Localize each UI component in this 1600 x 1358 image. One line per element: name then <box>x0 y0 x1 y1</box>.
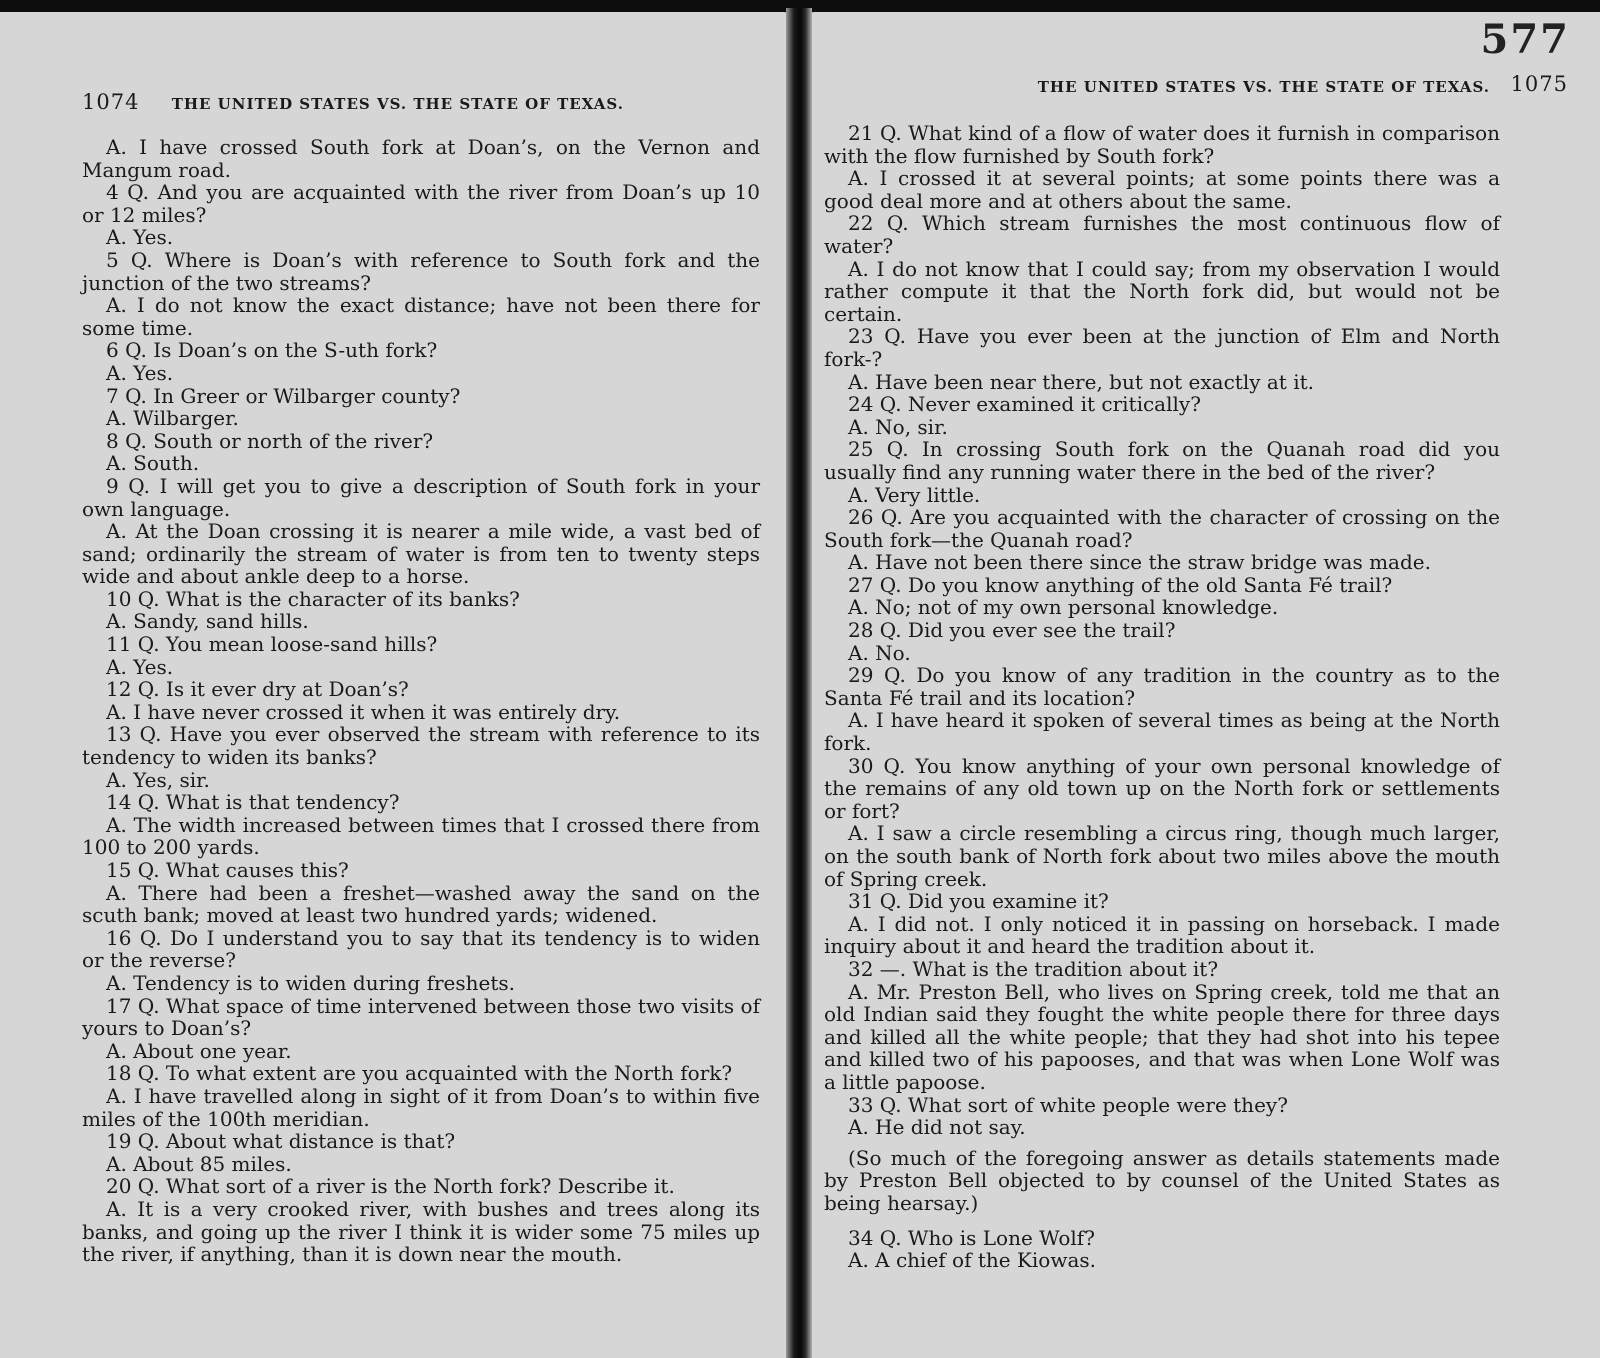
testimony-paragraph: 33 Q. What sort of white people were they? <box>848 1092 1288 1117</box>
stamp-number: 577 <box>1480 16 1570 63</box>
testimony-paragraph: 26 Q. Are you acquainted with the character of crossing on the South fork—the Quanah road? <box>824 505 1500 552</box>
testimony-paragraph: 22 Q. Which stream furnishes the most continuous flow of water? <box>824 211 1500 258</box>
left-page <box>0 12 790 1358</box>
testimony-paragraph: 12 Q. Is it ever dry at Doan’s? <box>106 677 409 702</box>
testimony-paragraph: A. Yes. <box>106 225 174 250</box>
right-page-header <box>908 72 1568 96</box>
testimony-paragraph: 29 Q. Do you know of any tradition in the country as to the Santa Fé trail and its location? <box>824 663 1500 710</box>
testimony-paragraph: A. Have not been there since the straw bridge was made. <box>848 550 1431 575</box>
testimony-paragraph: A. At the Doan crossing it is nearer a mile wide, a vast bed of sand; ordinarily the stream of water is from ten to twenty steps wide and about ankle deep to a horse. <box>82 519 760 589</box>
testimony-paragraph: 10 Q. What is the character of its banks? <box>106 586 520 611</box>
testimony-paragraph: 6 Q. Is Doan’s on the S-uth fork? <box>106 338 438 363</box>
testimony-paragraph: 32 —. What is the tradition about it? <box>848 956 1219 981</box>
testimony-paragraph: A. Sandy, sand hills. <box>106 609 309 634</box>
testimony-paragraph: 21 Q. What kind of a flow of water does it furnish in comparison with the flow furnished by South fork? <box>824 121 1500 168</box>
testimony-paragraph: 23 Q. Have you ever been at the junction of Elm and North fork-? <box>824 324 1500 371</box>
testimony-paragraph: A. I do not know that I could say; from my observation I would rather compute it that the North fork did, but would not be certain. <box>824 256 1500 326</box>
testimony-paragraph: A. South. <box>106 451 200 476</box>
hearsay-note: (So much of the foregoing answer as details statements made by Preston Bell objected to by counsel of the United States as being hearsay.) <box>824 1145 1500 1215</box>
testimony-paragraph: A. Wilbarger. <box>106 406 239 431</box>
testimony-paragraph: A. Very little. <box>848 482 981 507</box>
testimony-paragraph: 20 Q. What sort of a river is the North fork? Describe it. <box>106 1174 675 1199</box>
testimony-paragraph: A. I do not know the exact distance; have not been there for some time. <box>82 293 760 340</box>
testimony-paragraph: 34 Q. Who is Lone Wolf? <box>848 1225 1095 1250</box>
testimony-paragraph: 4 Q. And you are acquainted with the river from Doan’s up 10 or 12 miles? <box>82 180 760 227</box>
testimony-paragraph: 8 Q. South or north of the river? <box>106 428 434 453</box>
testimony-paragraph: A. He did not say. <box>848 1115 1026 1140</box>
testimony-paragraph: A. The width increased between times that I crossed there from 100 to 200 yards. <box>82 812 760 860</box>
testimony-paragraph: A. Yes. <box>106 654 174 679</box>
testimony-paragraph: A. No; not of my own personal knowledge. <box>848 595 1279 620</box>
testimony-paragraph: A. Yes, sir. <box>106 767 210 792</box>
testimony-paragraph: A. No, sir. <box>848 414 948 439</box>
testimony-paragraph: A. About 85 miles. <box>106 1151 292 1176</box>
left-page-body <box>82 136 760 1266</box>
left-running-head: THE UNITED STATES VS. THE STATE OF TEXAS. <box>171 95 624 113</box>
right-running-head: THE UNITED STATES VS. THE STATE OF TEXAS. <box>1037 78 1490 96</box>
testimony-paragraph: 9 Q. I will get you to give a description of South fork in your own language. <box>82 473 760 521</box>
testimony-paragraph: 24 Q. Never examined it critically? <box>848 392 1201 417</box>
right-closing-paragraphs <box>824 1227 1500 1272</box>
testimony-paragraph: 17 Q. What space of time intervened between those two visits of yours to Doan’s? <box>82 993 760 1041</box>
right-page-body <box>824 122 1500 1272</box>
testimony-paragraph: 11 Q. You mean loose-sand hills? <box>106 632 438 657</box>
testimony-paragraph: 19 Q. About what distance is that? <box>106 1129 456 1154</box>
testimony-paragraph: A. I have heard it spoken of several times as being at the North fork. <box>824 708 1500 756</box>
testimony-paragraph: A. Yes. <box>106 360 174 385</box>
right-paragraphs <box>824 122 1500 1139</box>
testimony-paragraph: 18 Q. To what extent are you acquainted with the North fork? <box>106 1061 733 1086</box>
testimony-paragraph: A. Have been near there, but not exactly at it. <box>848 369 1314 394</box>
testimony-paragraph: A. I have never crossed it when it was entirely dry. <box>106 699 621 724</box>
testimony-paragraph: A. About one year. <box>106 1038 292 1063</box>
testimony-paragraph: A. I have crossed South fork at Doan’s, on the Vernon and Mangum road. <box>82 135 760 182</box>
testimony-paragraph: 5 Q. Where is Doan’s with reference to South fork and the junction of the two streams? <box>82 247 760 295</box>
left-page-header <box>82 90 762 114</box>
testimony-paragraph: 14 Q. What is that tendency? <box>106 790 400 815</box>
testimony-paragraph: A. Tendency is to widen during freshets. <box>106 970 516 995</box>
testimony-paragraph: 7 Q. In Greer or Wilbarger county? <box>106 383 461 408</box>
left-page-number: 1074 <box>82 90 140 114</box>
testimony-paragraph: A. There had been a freshet—washed away the sand on the scuth bank; moved at least two hundred yards; widened. <box>82 880 760 928</box>
testimony-paragraph: 31 Q. Did you examine it? <box>848 889 1109 914</box>
right-page <box>808 12 1600 1358</box>
testimony-paragraph: 25 Q. In crossing South fork on the Quanah road did you usually find any running water there in the bed of the river? <box>824 437 1500 484</box>
testimony-paragraph: A. I saw a circle resembling a circus ring, though much larger, on the south bank of North fork about two miles above the mouth of Spring creek. <box>824 821 1500 891</box>
testimony-paragraph: 30 Q. You know anything of your own personal knowledge of the remains of any old town up on the North fork or settlements or fort? <box>824 753 1500 823</box>
book-gutter <box>786 8 812 1358</box>
testimony-paragraph: A. I crossed it at several points; at some points there was a good deal more and at others about the same. <box>824 166 1500 213</box>
testimony-paragraph: 13 Q. Have you ever observed the stream with reference to its tendency to widen its banks? <box>82 722 760 770</box>
testimony-paragraph: A. I have travelled along in sight of it from Doan’s to within five miles of the 100th meridian. <box>82 1083 760 1131</box>
testimony-paragraph: A. A chief of the Kiowas. <box>848 1248 1096 1273</box>
testimony-paragraph: A. I did not. I only noticed it in passing on horseback. I made inquiry about it and heard the tradition about it. <box>824 911 1500 959</box>
testimony-paragraph: A. Mr. Preston Bell, who lives on Spring creek, told me that an old Indian said they fought the white people there for three days and killed all the white people; that they had shot into his tepee and killed two of his papooses, and that was when Lone Wolf was a little papoose. <box>824 979 1500 1094</box>
testimony-paragraph: 27 Q. Do you know anything of the old Santa Fé trail? <box>848 572 1393 597</box>
testimony-paragraph: 28 Q. Did you ever see the trail? <box>848 618 1176 643</box>
testimony-paragraph: A. It is a very crooked river, with bushes and trees along its banks, and going up the river I think it is wider some 75 miles up the river, if anything, than it is down near the mouth. <box>82 1196 760 1267</box>
right-page-number: 1075 <box>1510 72 1568 96</box>
testimony-paragraph: 16 Q. Do I understand you to say that its tendency is to widen or the reverse? <box>82 925 760 973</box>
testimony-paragraph: A. No. <box>848 640 911 665</box>
testimony-paragraph: 15 Q. What causes this? <box>106 858 349 882</box>
